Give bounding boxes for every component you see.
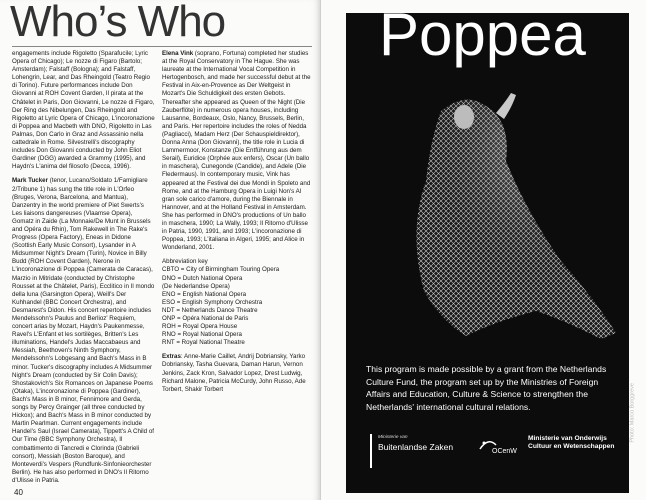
abbreviation-item: ROH = Royal Opera House xyxy=(162,323,238,331)
column-2 xyxy=(162,50,312,400)
abbreviation-key xyxy=(162,258,312,347)
poster-title: Poppea xyxy=(379,1,586,68)
logo-big-text: Buitenlandse Zaken xyxy=(378,442,454,452)
abbreviation-item: ENO = English National Opera xyxy=(162,290,247,298)
veiled-figure-photo xyxy=(346,71,629,371)
poster xyxy=(346,1,636,493)
logo-line-1: Ministerie van Onderwijs xyxy=(528,435,607,442)
bio-text: (soprano, Fortuna) completed her studies at the Royal Conservatory in The Hague. She was laureate at the International Vocal Competition in Hertogenbosch, and made her successful debut at the Festival in Aix-en-Provence as Der Weltgeist in Mozart's Die Schuldigkeit des ersten Gebots. Thereafter she appeared as Queen of the Night (Die Zauberflöte) in numerous opera houses, including Lausanne, Bordeaux, Oslo, Nancy, Brussels, Berlin, and Paris. Her repertoire includes the roles of Nedda (Pagliacci), Madam Herz (Der Schauspieldirektor), Donna Anna (Don Giovanni), the title role in Lucia di Lammermoor, Konstanze (Die Entführung aus dem Serail), Euridice (Orphée aux enfers), Oscar (Un ballo in maschera), Cunegonde (Candide), and Adele (Die Fledermaus). In contemporary music, Vink has appeared at the Festival dei due Mondi in Spoleto and Rome, and at the Hamburg Opera in Luigi Non's Al gran sole carico d'amore, during the Biennale in Hannover, and at the Holland Festival in Amsterdam. She has performed in DNO's productions of Un ballo in maschera, 1990; La Wally, 1993; Il Ritorno d'Ulisse in Patria, 1990, 1991, and 1993; L'incoronazione di Poppea, 1993; L'italiana in Algeri, 1995; and Alice in Wonderland, 2001. xyxy=(162,50,311,252)
logo-small-text: Ministerie van xyxy=(378,435,408,440)
abbreviation-item: RNO = Royal National Opera xyxy=(162,331,242,339)
logo-line-2: Cultuur en Wetenschappen xyxy=(528,443,615,450)
column-1 xyxy=(12,50,155,491)
abbreviation-item: NDT = Netherlands Dance Theatre xyxy=(162,306,258,314)
right-page xyxy=(321,0,646,500)
abbreviation-item: ONP = Opéra National de Paris xyxy=(162,315,249,322)
bio-name: Mark Tucker xyxy=(12,177,48,185)
abbreviation-item: RNT = Royal National Theatre xyxy=(162,339,245,347)
abbreviation-item: CBTO = City of Birmingham Touring Opera xyxy=(162,266,280,274)
bio-mark-tucker xyxy=(12,177,155,485)
page-title: Who’s Who xyxy=(10,0,226,46)
extras-text: : Anne-Marie Caillet, Andrij Dobriansky, Yarko Dobriansky, Tasha Guevara, Daman Harun, Vernon Jenkins, Zack Kron, Salvador Lopez, Drest Ludwig, Richard Malone, Patricia McCurdy, John Russo, Ade Torbert, Shakir Torbert xyxy=(162,353,306,393)
sponsor-logos xyxy=(366,431,626,481)
page-number: 40 xyxy=(14,488,23,497)
ministry-foreign-affairs-logo xyxy=(366,431,466,471)
bio-continuation: engagements include Rigoletto (Sparafucile; Lyric Opera of Chicago); Le nozze di Figaro (Bartolo; Amsterdam); Falstaff (Bologna); and Falstaff, Lohengrin, Lear, and Das Rheingold (Teatro Regio di Torino). Future performances include Don Giovanni at ROH Covent Garden, Il pirata at the Châtelet in Paris, Don Giovanni, Le nozze di Figaro, Der Ring des Nibelungen, Das Rheingold and Rigoletto at Lyric Opera of Chicago, L'incoronazione di Poppea and Macbeth with DNO, Rigoletto in Las Palmas, Don Carlo in Graz and Assassinio nella cattedrale in Rome. Silvestrelli's discography includes Don Giovanni conducted by John Eliot Gardiner (DGG) awarded a Grammy (1995), and Haydn's L'anima del filosofo (Decca, 1996). xyxy=(12,50,155,171)
photo-credit: Photo: Marco Borggreve xyxy=(630,383,636,443)
left-page xyxy=(0,0,321,500)
ocenw-text: OCenW xyxy=(492,448,517,455)
extras-paragraph xyxy=(162,353,312,393)
extras-label: Extras xyxy=(162,353,181,361)
abbreviation-title: Abbreviation key xyxy=(162,258,208,266)
abbreviation-item: ESO = English Symphony Orchestra xyxy=(162,298,263,306)
bio-text: (tenor, Lucano/Soldato 1/Famigliare 2/Tribune 1) has sung the title role in L'Orfeo (Bruges, Verona, Barcelona, and Mantua), Danzentry in the world premiere of Piet Swerts's Les liaisons dangereuses (Vlaamse Opera), Gomatz in Zaide (La Monnaie/De Munt in Brussels and Opéra du Rhin), Tom Rakewell in The Rake's Progress (Opera Factory), Eneas in Didone (Scottish Early Music Consort), Lysander in A Midsummer Night's Dream (Turin), Novice in Billy Budd (ROH Covent Garden), Nerone in L'incoronazione di Poppea (Camerata de Caracas), Marzio in Mitridate (conducted by Christophe Rousset at the Châtelet, Paris), Ecclitico in Il mondo della luna (Garsington Opera), Weill's Der Kuhhandel (BBC Concert Orchestra), and Desmarest's Didon. His concert repertoire includes Mendelssohn's Paulus and Berlioz' Requiem, concert arias by Mozart, Haydn's Paukenmesse, Ravel's L'Enfant et les sortilèges, Britten's Les illuminations, Handel's Judas Maccabaeus and Messiah, Beethoven's Ninth Symphony, Mendelssohn's Lobgesang and Bach's Mass in B minor. Tucker's discography includes A Midsummer Night's Dream (conducted by Sir Colin Davis); Shostakovich's Six Romances on Japanese Poems (Otaka), L'incoronazione di Poppea (Gardiner), Bach's Mass in B minor, Fennimore and Gerda, songs by Percy Grainger (all three conducted by Hickox); and Bach's Mass in B minor conducted by Martin Pearlman. Current engagements include Handel's Saul (Israel Camerata), Tippett's A Child of Our Time (BBC Symphony Orchestra), Il combattimento di Tancredi e Clorinda (Gabrieli consort), Messiah (Boston Baroque), and Monteverdi's Vespers (Rundfunk-Sinfonieorchester Berlin). He has also performed in DNO's Il Ritorno d'Ulisse in Patria. xyxy=(12,177,155,484)
abbreviation-item: (De Nederlandse Opera) xyxy=(162,282,230,290)
title-rule xyxy=(12,46,312,47)
bio-name: Elena Vink xyxy=(162,50,194,57)
head xyxy=(454,105,474,129)
abbreviation-item: DNO = Dutch National Opera xyxy=(162,274,243,282)
bio-elena-vink xyxy=(162,50,312,252)
ocenw-mark-icon xyxy=(478,435,526,455)
logo-bar xyxy=(370,434,372,468)
ministry-education-logo xyxy=(478,435,628,475)
grant-statement: This program is made possible by a grant from the Netherlands Culture Fund, the program set up by the Ministries of Foreign Affairs and Education, Culture & Science to strengthen the Netherlands' international cultural relations. xyxy=(366,364,607,412)
